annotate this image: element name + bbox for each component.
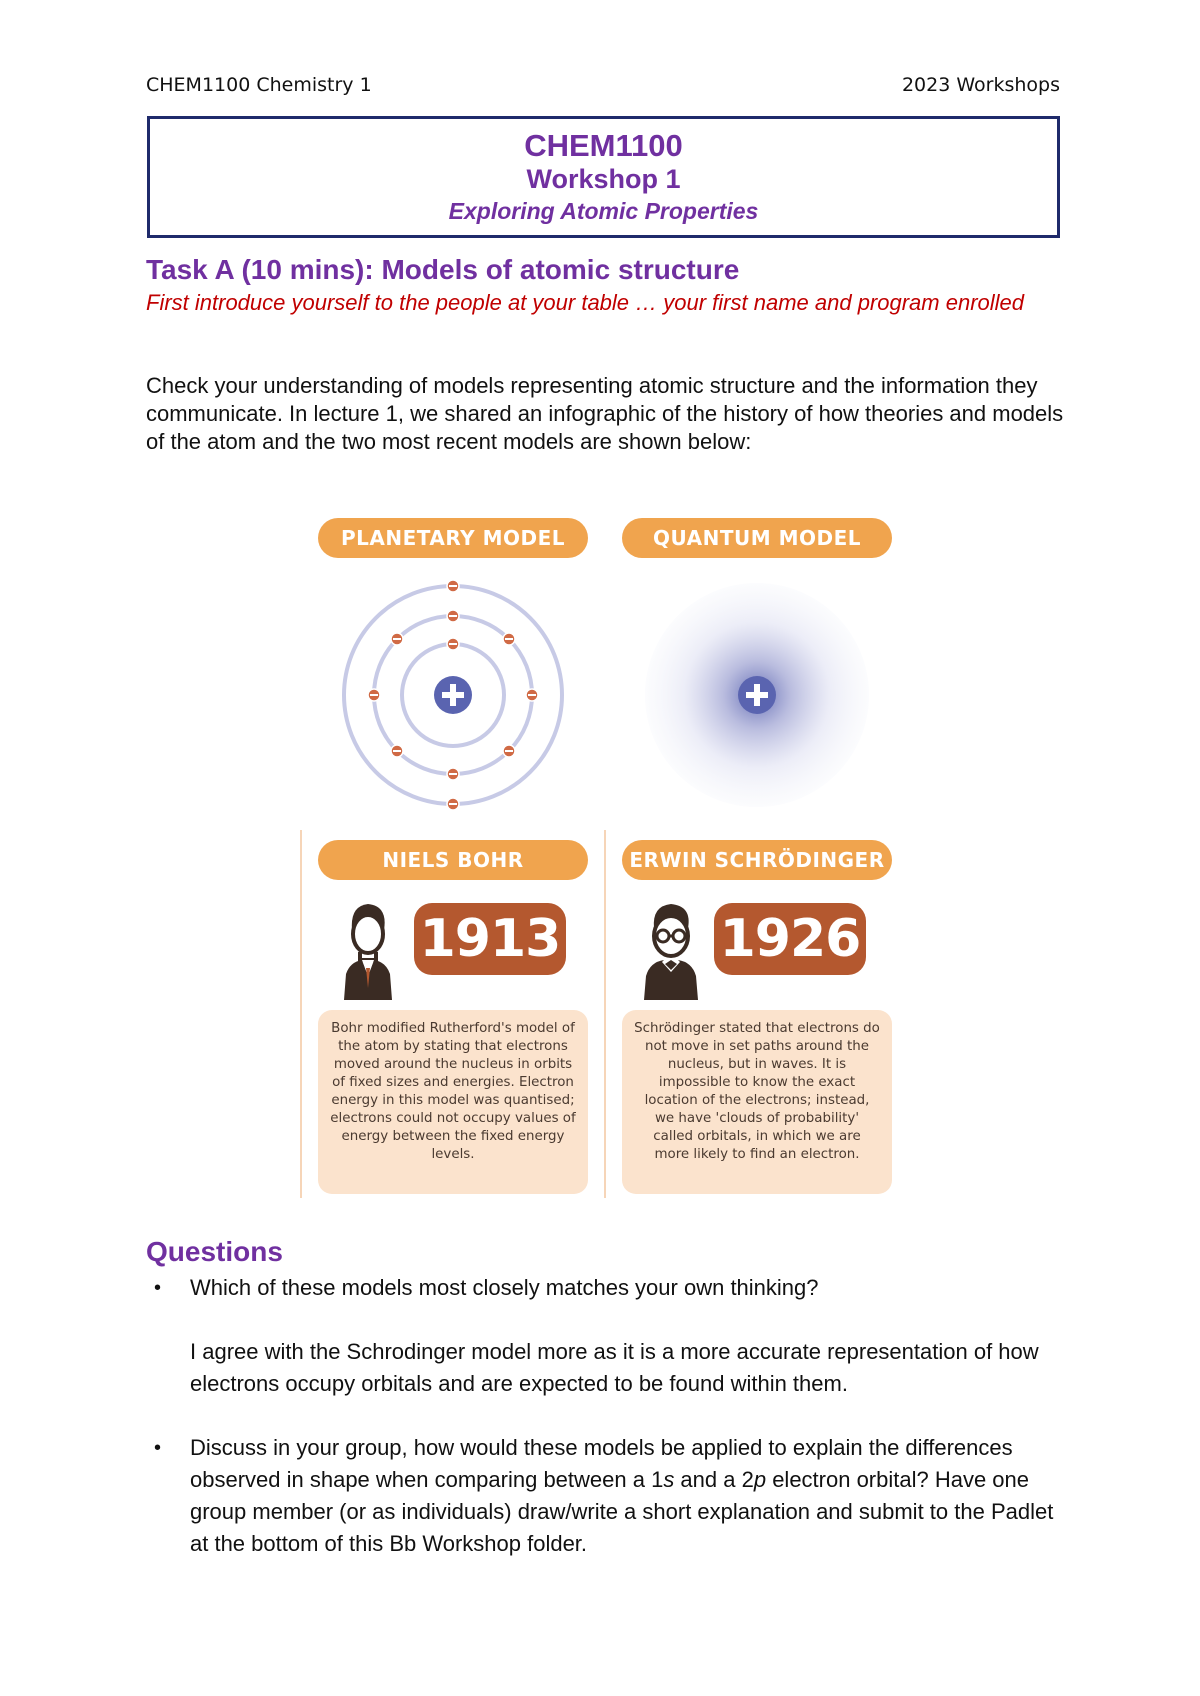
question-1-text: Which of these models most closely matches your own thinking? — [190, 1275, 819, 1300]
atomic-models-infographic — [300, 518, 900, 1206]
bohr-description: Bohr modified Rutherford's model of the atom by stating that electrons moved around the nucleus in orbits of fixed sizes and energies. Electron energy in this model was quantised; electrons could not occupy values of energy between the fixed energy levels. — [318, 1010, 588, 1194]
year-1926-badge: 1926 — [714, 903, 866, 975]
header-course: CHEM1100 Chemistry 1 — [146, 74, 372, 96]
center-divider — [604, 830, 606, 1198]
planetary-model-label: PLANETARY MODEL — [318, 518, 588, 558]
bullet-icon: • — [154, 1277, 162, 1299]
left-divider — [300, 830, 302, 1198]
bullet-icon: • — [154, 1437, 162, 1459]
question-2-part2: and a 2 — [674, 1467, 754, 1492]
quantum-cloud-icon — [642, 580, 872, 810]
question-item — [146, 1432, 1066, 1560]
question-item — [146, 1272, 1066, 1304]
workshop-subtitle: Exploring Atomic Properties — [448, 198, 759, 224]
running-header — [146, 74, 1060, 102]
question-2-part3: electron orbital? Have one group member (or as individuals) draw/write a short explanation and submit to the Padlet at the bottom of this Bb Workshop folder. — [190, 1467, 1054, 1556]
scientist-schrodinger-label: ERWIN SCHRÖDINGER — [622, 840, 892, 880]
schrodinger-description: Schrödinger stated that electrons do not move in set paths around the nucleus, but in waves. It is impossible to know the exact location of the electrons; instead, we have 'clouds of probability' called orbitals, in which we are more likely to find an electron. — [622, 1010, 892, 1194]
task-a-intro: First introduce yourself to the people at your table … your first name and program enrolled — [146, 290, 1025, 315]
task-a-heading: Task A (10 mins): Models of atomic structure — [146, 254, 740, 285]
answer-1-text: I agree with the Schrodinger model more as it is a more accurate representation of how electrons occupy orbitals and are expected to be found within them. — [190, 1339, 1039, 1396]
scientist-bohr-label: NIELS BOHR — [318, 840, 588, 880]
task-a-body: Check your understanding of models representing atomic structure and the information they communicate. In lecture 1, we shared an infographic of the history of how theories and models of the atom and the two most recent models are shown below: — [146, 373, 1064, 454]
schrodinger-portrait-icon — [640, 900, 702, 1004]
orbital-s-symbol: s — [663, 1467, 675, 1492]
bohr-portrait-icon — [340, 900, 396, 1004]
header-year: 2023 Workshops — [901, 74, 1060, 96]
orbital-p-symbol: p — [753, 1467, 767, 1492]
planetary-atom-icon — [338, 580, 568, 810]
quantum-model-label: QUANTUM MODEL — [622, 518, 892, 558]
course-code: CHEM1100 — [524, 128, 683, 163]
questions-heading: Questions — [146, 1236, 283, 1267]
year-1913-badge: 1913 — [414, 903, 566, 975]
title-box — [147, 116, 1060, 238]
questions-list — [146, 1272, 1066, 1560]
workshop-number: Workshop 1 — [526, 164, 681, 194]
question-2-text — [190, 1435, 1053, 1556]
question-2-part1: Discuss in your group, how would these models be applied to explain the differences observed in shape when comparing between a 1 — [190, 1435, 1013, 1492]
